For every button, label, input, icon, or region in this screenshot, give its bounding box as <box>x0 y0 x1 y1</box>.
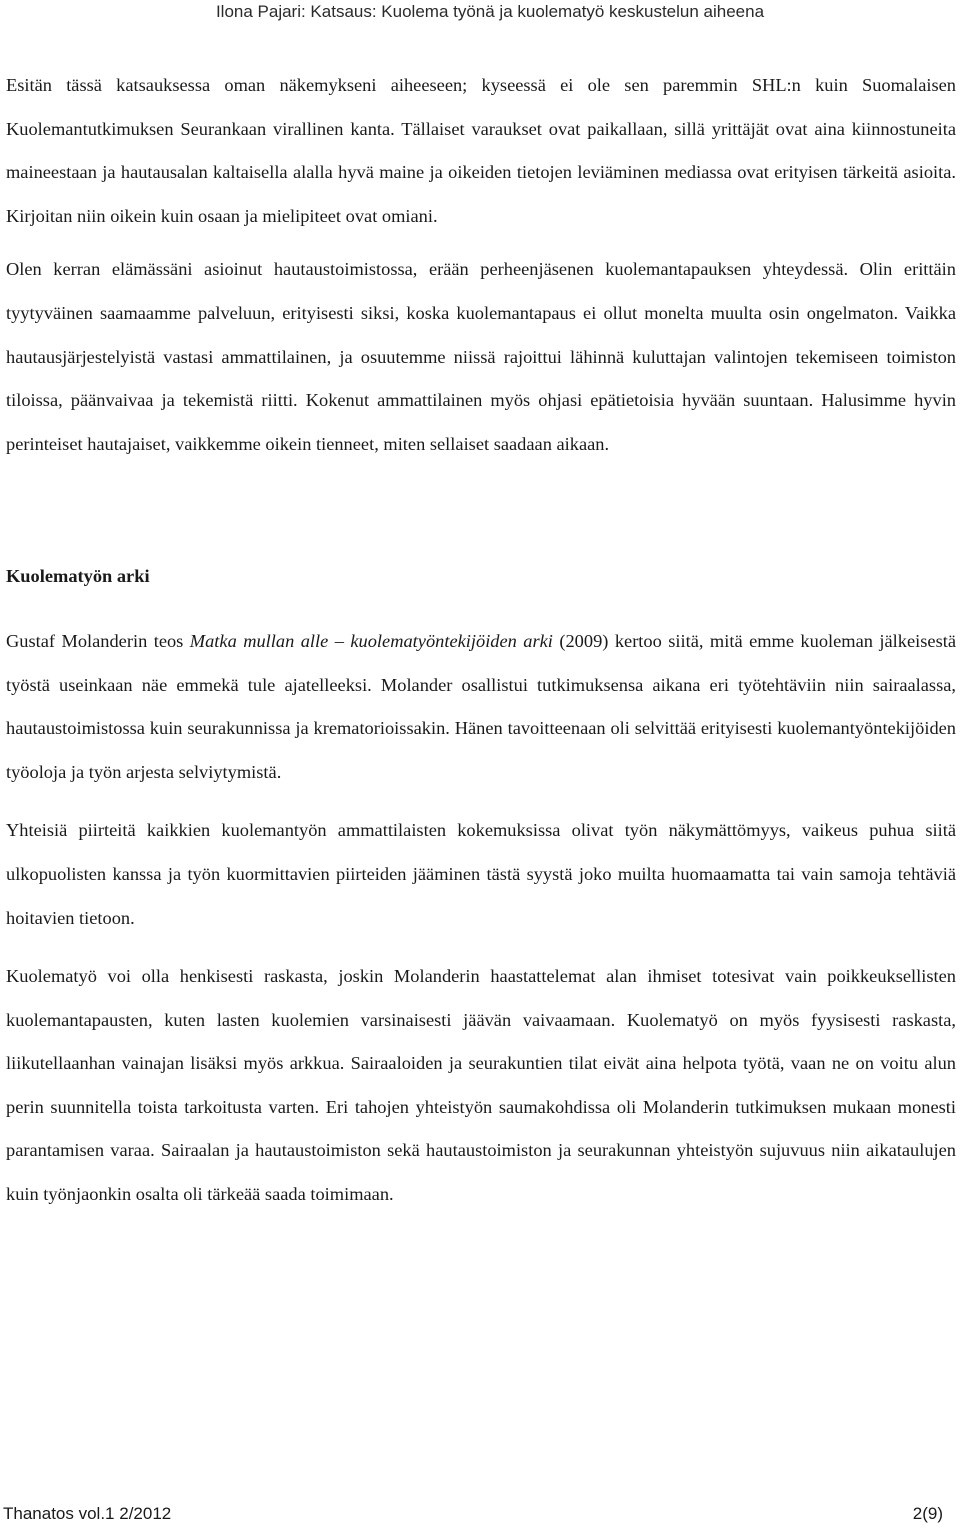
section-heading: Kuolematyön arki <box>6 566 150 587</box>
page-number: 2(9) <box>912 1504 943 1523</box>
paragraph-common-features: Yhteisiä piirteitä kaikkien kuolemantyön ammattilaisten kokemuksissa olivat työn näkymättömyys, vaikeus puhua siitä ulkopuolisten kanssa ja työn kuormittavien piirteiden jääminen tästä syystä joko muilta huomaamatta tai vain samoja tehtäviä hoitavien tietoon. <box>6 820 956 928</box>
journal-citation: Thanatos vol.1 2/2012 <box>3 1504 172 1523</box>
paragraph-disclaimer: Esitän tässä katsauksessa oman näkemykseni aiheeseen; kyseessä ei ole sen paremmin SHL:n kuin Suomalaisen Kuolemantutkimuksen Seurankaan virallinen kanta. Tällaiset varaukset ovat paikallaan, sillä yrittäjät ovat aina kiinnostuneita maineestaan ja hautausalan kaltaisella alalla hyvä maine ja oikeiden tietojen leviäminen mediassa ovat erityisen tärkeitä asioita. Kirjoitan niin oikein kuin osaan ja mielipiteet ovat omiani. <box>6 75 956 226</box>
article-body <box>6 64 956 1217</box>
paragraph-molander-rest: (2009) kertoo siitä, mitä emme kuoleman jälkeisestä työstä useinkaan näe emmekä tule ajatelleeksi. Molander osallistui tutkimuksensa aikana eri työtehtäviin niin sairaalassa, hautaustoimistossa kuin seurakunnissa ja krematorioissakin. Hänen tavoitteenaan oli selvittää erityisesti kuolemantyöntekijöiden työoloja ja työn arjesta selviytymistä. <box>6 630 956 782</box>
running-header <box>0 0 960 26</box>
paragraph-heavy-work: Kuolematyö voi olla henkisesti raskasta, joskin Molanderin haastattelemat alan ihmiset totesivat vain poikkeuksellisten kuolemantapausten, kuten lasten kuolemien varsinaisesti jäävän vaivaamaan. Kuolematyö on myös fyysisesti raskasta, liikutellaanhan vainajan lisäksi myös arkkua. Sairaaloiden ja seurakuntien tilat eivät aina helpota työtä, vaan ne on voitu alun perin suunnitella toista tarkoitusta varten. Eri tahojen yhteistyön saumakohdissa oli Molanderin tutkimuksen mukaan monesti parantamisen varaa. Sairaalan ja hautaustoimiston sekä hautaustoimiston ja seurakunnan yhteistyön sujuvuus niin aikataulujen kuin työnjaonkin osalta oli tärkeää saada toimimaan. <box>6 966 956 1205</box>
paragraph-molander <box>6 620 956 794</box>
book-title: Matka mullan alle – kuolematyöntekijöiden arki <box>189 630 553 651</box>
paragraph-personal-experience: Olen kerran elämässäni asioinut hautaustoimistossa, erään perheenjäsenen kuolemantapauksen yhteydessä. Olin erittäin tyytyväinen saamaamme palveluun, erityisesti siksi, koska kuolemantapaus ei ollut monelta muulta osin ongelmaton. Vaikka hautausjärjestelyistä vastasi ammattilainen, ja osuutemme niissä rajoittui lähinnä kuluttajan valintojen tekemiseen toimiston tiloissa, päänvaivaa ja tekemistä riitti. Kokenut ammattilainen myös ohjasi epätietoisia hyvään suuntaan. Halusimme hyvin perinteiset hautajaiset, vaikkemme oikein tienneet, miten sellaiset saadaan aikaan. <box>6 259 956 454</box>
page-footer <box>3 1504 943 1528</box>
running-title: Ilona Pajari: Katsaus: Kuolema työnä ja kuolematyö keskustelun aiheena <box>215 2 765 21</box>
paragraph-molander-intro: Gustaf Molanderin teos <box>6 630 190 651</box>
